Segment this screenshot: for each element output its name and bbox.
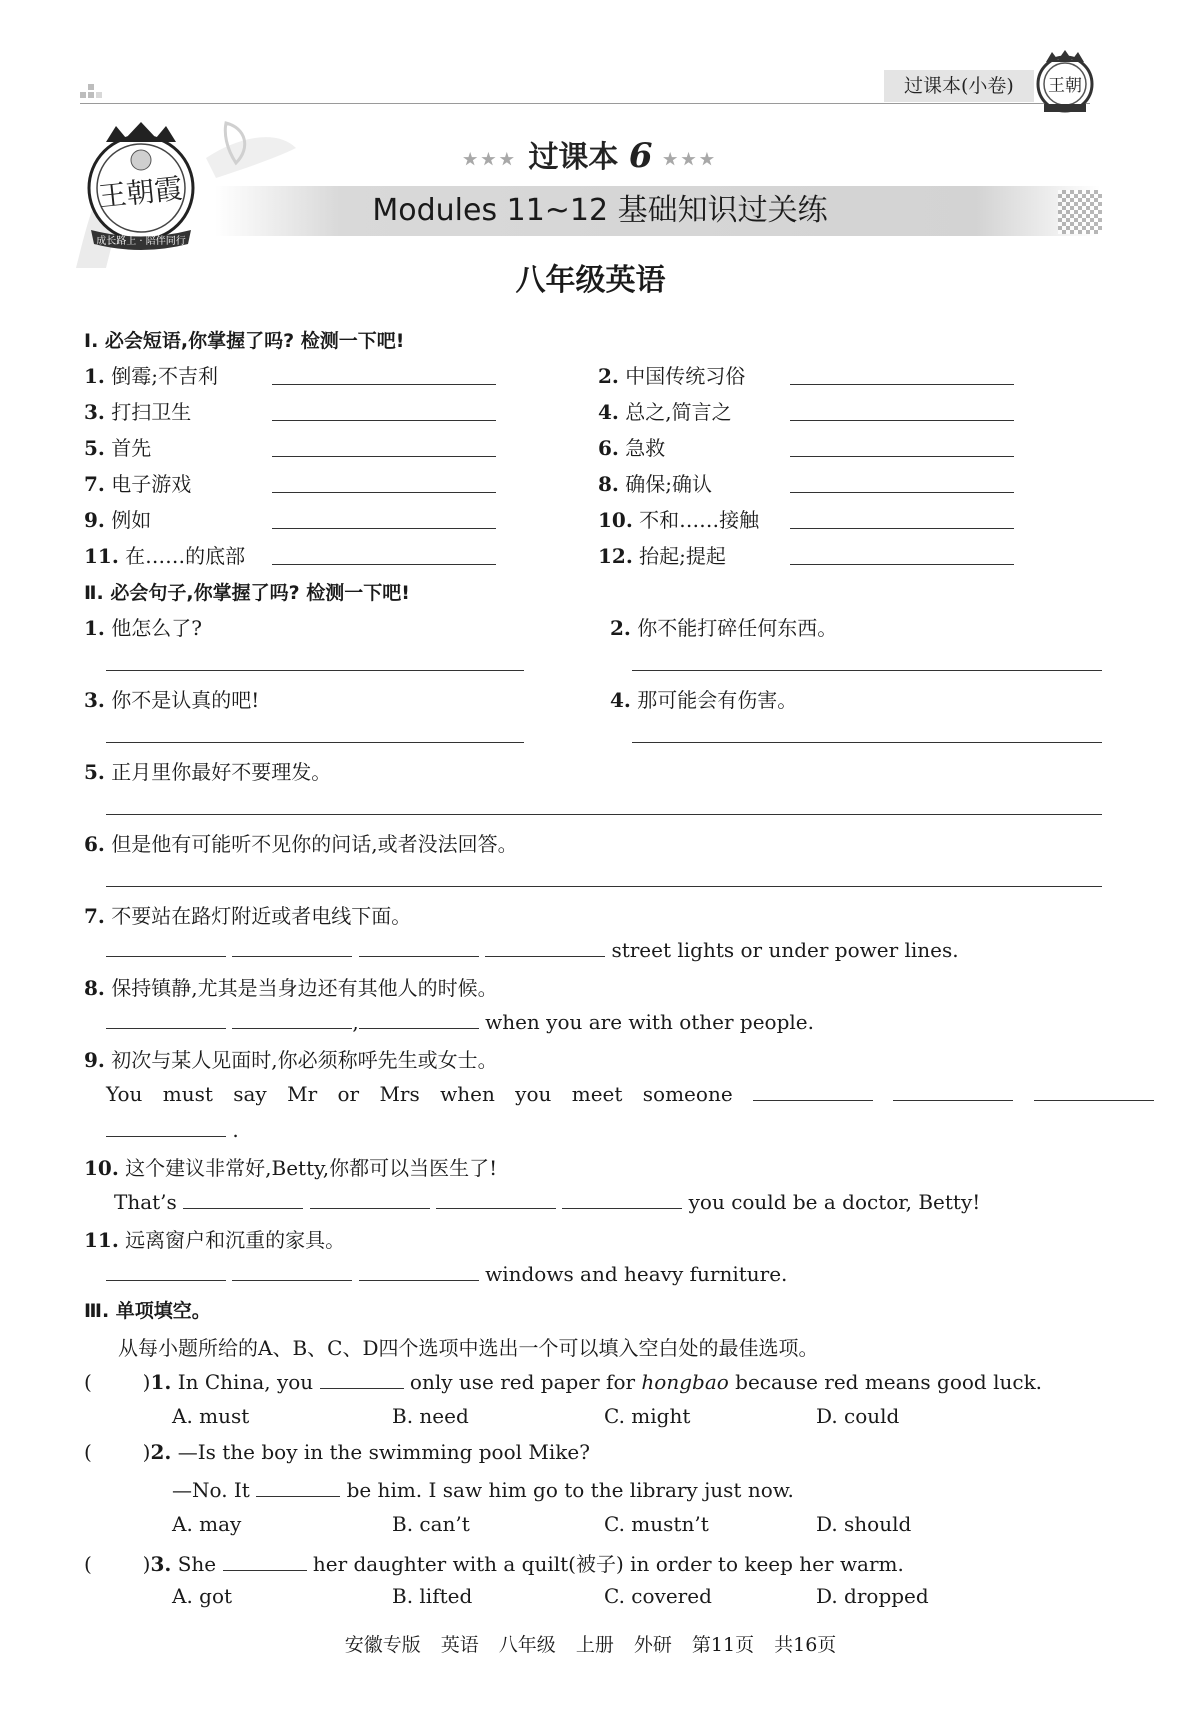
fill-blank[interactable]	[359, 1008, 479, 1029]
header-tab: 过课本(小卷)	[884, 70, 1034, 102]
phrase-item: 2. 中国传统习俗	[598, 364, 746, 388]
answer-line[interactable]	[790, 384, 1014, 385]
fill-blank[interactable]	[436, 1188, 556, 1209]
answer-line[interactable]	[106, 886, 1102, 887]
fill-blank[interactable]	[106, 1116, 226, 1137]
answer-line[interactable]	[790, 420, 1014, 421]
svg-text:王朝: 王朝	[1048, 76, 1082, 96]
fill-blank[interactable]	[1034, 1080, 1154, 1101]
stars-right-icon: ★★★	[663, 149, 719, 169]
header-rule	[80, 103, 1090, 104]
fill-blank[interactable]	[753, 1080, 873, 1101]
phrase-item: 1. 倒霉;不吉利	[84, 364, 218, 388]
answer-line[interactable]	[272, 564, 496, 565]
phrase-item: 5. 首先	[84, 436, 152, 460]
section3-instruction: 从每小题所给的A、B、C、D四个选项中选出一个可以填入空白处的最佳选项。	[118, 1336, 819, 1360]
fill-blank[interactable]	[106, 1008, 226, 1029]
sentence-item: 8. 保持镇静,尤其是当身边还有其他人的时候。	[84, 976, 498, 1000]
answer-line[interactable]	[272, 384, 496, 385]
fill-blank[interactable]	[106, 1260, 226, 1281]
option-d[interactable]: D. dropped	[816, 1584, 929, 1608]
answer-line[interactable]	[632, 742, 1102, 743]
answer-line[interactable]	[790, 528, 1014, 529]
answer-bracket[interactable]: ( )	[84, 1370, 151, 1394]
answer-line[interactable]	[272, 420, 496, 421]
phrase-item: 11. 在……的底部	[84, 544, 246, 568]
question-item: ( )1. In China, you only use red paper for hongbao because red means good luck.	[84, 1370, 1043, 1394]
option-c[interactable]: C. might	[604, 1404, 691, 1428]
seal-logo-small	[1032, 48, 1098, 116]
phrase-item: 12. 抬起;提起	[598, 544, 726, 568]
answer-line[interactable]	[272, 492, 496, 493]
fill-blank[interactable]	[485, 936, 605, 957]
answer-line[interactable]	[790, 564, 1014, 565]
fill-sentence: That’s you could be a doctor, Betty!	[114, 1190, 981, 1214]
subtitle-label: 过课本	[528, 140, 619, 175]
fill-sentence: , when you are with other people.	[106, 1008, 814, 1034]
option-a[interactable]: A. must	[172, 1404, 250, 1428]
question-line: —No. It be him. I saw him go to the library just now.	[172, 1478, 794, 1502]
option-a[interactable]: A. may	[172, 1512, 242, 1536]
sentence-item: 3. 你不是认真的吧!	[84, 688, 260, 712]
sentence-item: 11. 远离窗户和沉重的家具。	[84, 1228, 346, 1252]
question-item: ( )2. —Is the boy in the swimming pool Mike?	[84, 1440, 590, 1464]
phrase-item: 9. 例如	[84, 508, 152, 532]
option-b[interactable]: B. need	[392, 1404, 469, 1428]
option-c[interactable]: C. mustn’t	[604, 1512, 709, 1536]
svg-text:成长路上 · 陪伴同行: 成长路上 · 陪伴同行	[96, 236, 186, 247]
stars-left-icon: ★★★	[462, 149, 518, 169]
sentence-item: 1. 他怎么了?	[84, 616, 202, 640]
phrase-item: 3. 打扫卫生	[84, 400, 192, 424]
sentence-item: 4. 那可能会有伤害。	[610, 688, 798, 712]
grade-subject: 八年级英语	[515, 263, 666, 298]
phrase-item: 10. 不和……接触	[598, 508, 760, 532]
option-a[interactable]: A. got	[172, 1584, 233, 1608]
sentence-item: 6. 但是他有可能听不见你的问话,或者没法回答。	[84, 832, 518, 856]
phrase-item: 7. 电子游戏	[84, 472, 192, 496]
fill-sentence: You must say Mr or Mrs when you meet someone	[106, 1080, 1154, 1106]
fill-blank[interactable]	[359, 1260, 479, 1281]
sentence-item: 5. 正月里你最好不要理发。	[84, 760, 332, 784]
page-title: Modules 11~12 基础知识过关练	[372, 193, 828, 228]
answer-line[interactable]	[272, 528, 496, 529]
fill-blank[interactable]	[893, 1080, 1013, 1101]
answer-bracket[interactable]: ( )	[84, 1552, 151, 1576]
option-b[interactable]: B. can’t	[392, 1512, 470, 1536]
fill-blank[interactable]	[359, 936, 479, 957]
fill-blank[interactable]	[232, 936, 352, 957]
phrase-item: 4. 总之,简言之	[598, 400, 732, 424]
fill-blank[interactable]	[562, 1188, 682, 1209]
answer-line[interactable]	[106, 670, 524, 671]
fill-blank[interactable]	[232, 1008, 352, 1029]
section1-heading: Ⅰ. 必会短语,你掌握了吗? 检测一下吧!	[84, 330, 405, 352]
phrase-item: 6. 急救	[598, 436, 666, 460]
fill-sentence: windows and heavy furniture.	[106, 1260, 787, 1286]
fill-blank[interactable]	[183, 1188, 303, 1209]
sentence-item: 9. 初次与某人见面时,你必须称呼先生或女士。	[84, 1048, 498, 1072]
section3-heading: Ⅲ. 单项填空。	[84, 1300, 211, 1322]
answer-line[interactable]	[790, 492, 1014, 493]
checker-decoration	[1058, 190, 1102, 234]
answer-bracket[interactable]: ( )	[84, 1440, 151, 1464]
svg-text:王朝霞: 王朝霞	[96, 171, 184, 214]
answer-line[interactable]	[272, 456, 496, 457]
answer-line[interactable]	[106, 742, 524, 743]
fill-blank[interactable]	[256, 1476, 340, 1497]
fill-blank[interactable]	[232, 1260, 352, 1281]
fill-blank[interactable]	[223, 1550, 307, 1571]
sentence-item: 10. 这个建议非常好,Betty,你都可以当医生了!	[84, 1156, 498, 1180]
fill-blank[interactable]	[320, 1368, 404, 1389]
option-b[interactable]: B. lifted	[392, 1584, 473, 1608]
question-item: ( )3. She her daughter with a quilt(被子) in order to keep her warm.	[84, 1552, 904, 1576]
corner-dots	[80, 84, 106, 104]
option-d[interactable]: D. should	[816, 1512, 912, 1536]
option-c[interactable]: C. covered	[604, 1584, 712, 1608]
option-d[interactable]: D. could	[816, 1404, 900, 1428]
answer-line[interactable]	[632, 670, 1102, 671]
answer-line[interactable]	[790, 456, 1014, 457]
fill-blank[interactable]	[106, 936, 226, 957]
fill-blank[interactable]	[310, 1188, 430, 1209]
page-footer: 安徽专版 英语 八年级 上册 外研 第11页 共16页	[344, 1634, 837, 1656]
answer-line[interactable]	[106, 814, 1102, 815]
section2-heading: Ⅱ. 必会句子,你掌握了吗? 检测一下吧!	[84, 582, 410, 604]
fill-sentence: street lights or under power lines.	[106, 936, 959, 962]
sentence-item: 7. 不要站在路灯附近或者电线下面。	[84, 904, 412, 928]
sentence-item: 2. 你不能打碎任何东西。	[610, 616, 838, 640]
phrase-item: 8. 确保;确认	[598, 472, 712, 496]
fill-sentence: .	[106, 1116, 239, 1142]
subtitle	[0, 132, 1181, 176]
subtitle-number: 6	[628, 136, 653, 176]
